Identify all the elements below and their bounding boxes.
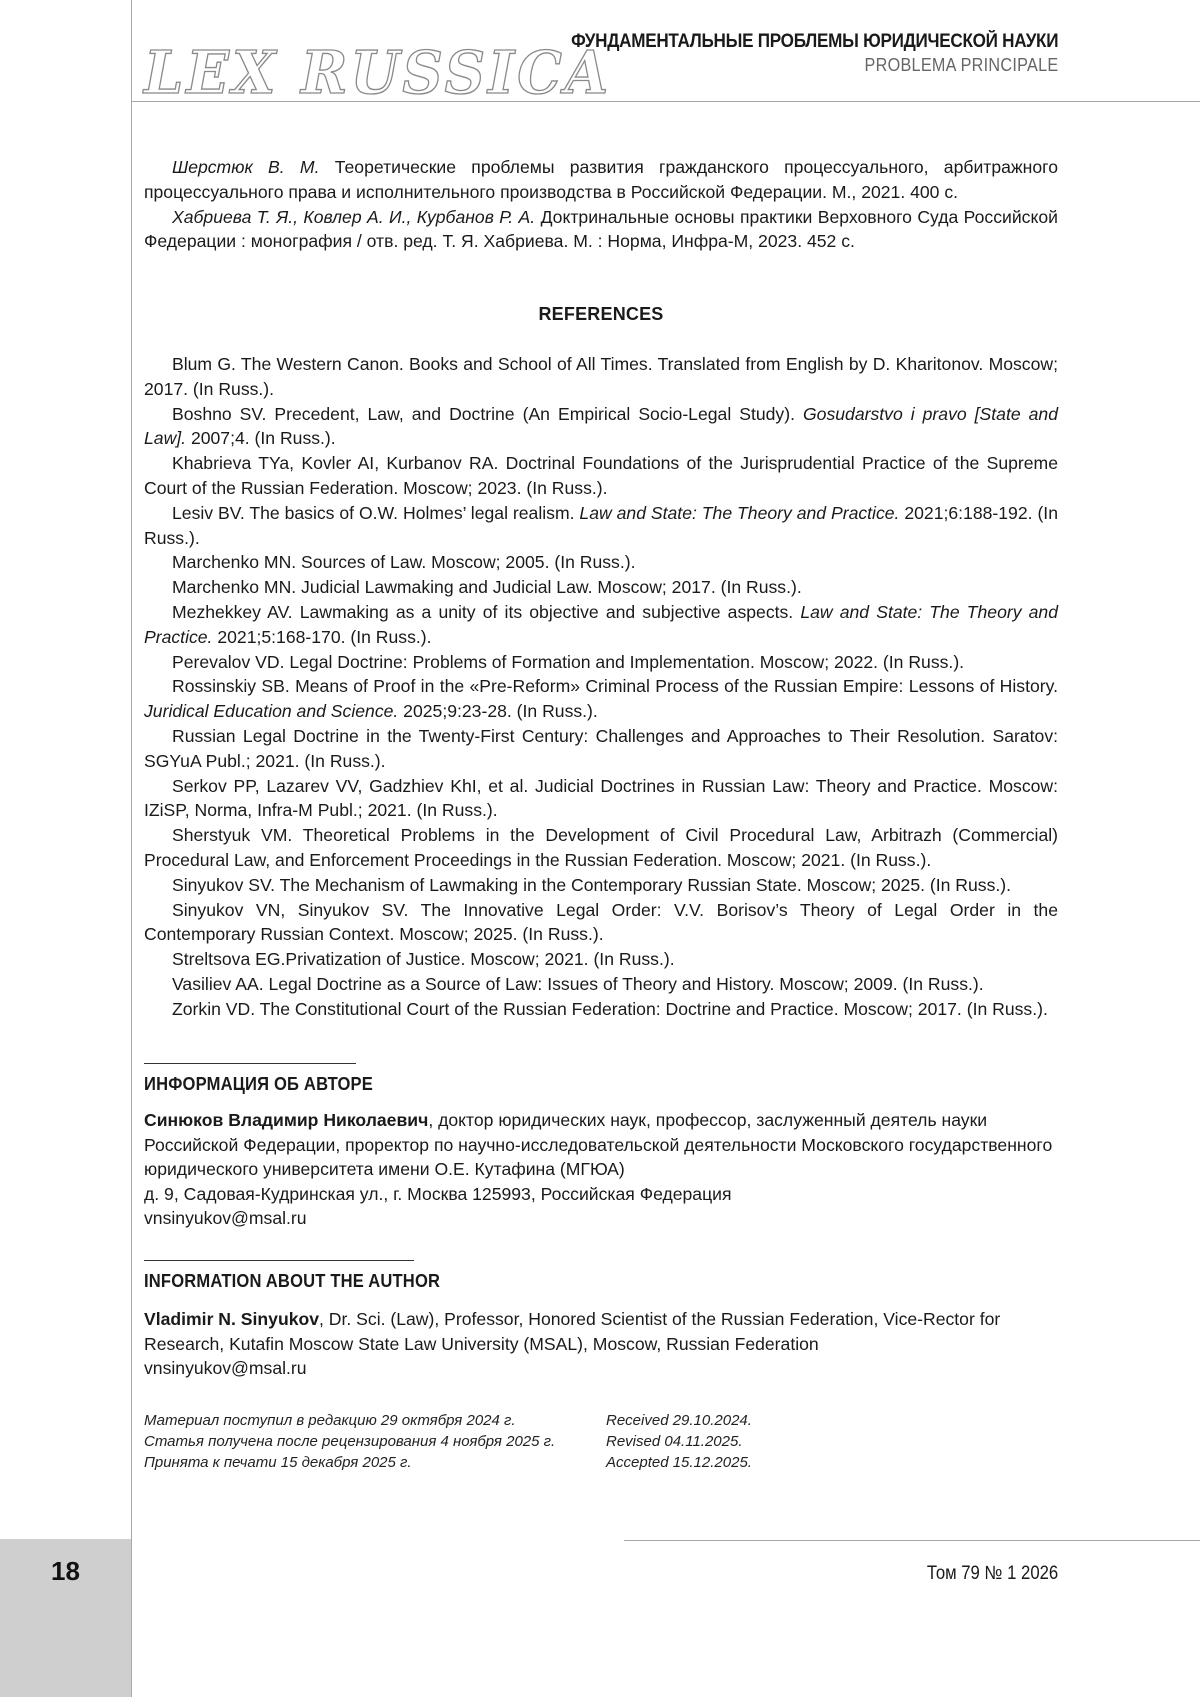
list-item <box>144 823 1058 873</box>
list-item <box>144 774 1058 824</box>
journal-section-subtitle: PROBLEMA PRINCIPALE <box>864 55 1058 75</box>
list-item <box>144 402 1058 452</box>
header-divider <box>132 101 1200 102</box>
references-heading: REFERENCES <box>538 304 664 324</box>
ref-details: 2021;5:168-170. (In Russ.). <box>212 626 432 647</box>
ref-text: Теоретические проблемы развития гражданского процессуального, арбитражного процессуального права и исполнительного производства в Российской Федерации. М., 2021. 400 с. <box>144 157 1058 202</box>
section-rule <box>144 1260 414 1261</box>
ref-details: 2021;6:188-192. (In Russ.). <box>144 502 1058 548</box>
author-description-en: , Dr. Sci. (Law), Professor, Honored Scientist of the Russian Federation, Vice-Rector for Research, Kutafin Moscow State Law University (MSAL), Moscow, Russian Federation <box>144 1309 1001 1354</box>
ref-text: Russian Legal Doctrine in the Twenty-First Century: Challenges and Approaches to Their Resolution. Saratov: SGYuA Publ.; 2021. (In Russ.). <box>144 725 1058 771</box>
list-item <box>144 155 1058 205</box>
list-item <box>144 650 1058 675</box>
ref-text: Blum G. The Western Canon. Books and School of All Times. Translated from English by D. Kharitonov. Moscow; 2017. (In Russ.). <box>144 354 1058 399</box>
ref-source: Juridical Education and Science. <box>144 701 399 722</box>
list-item <box>144 674 1058 724</box>
ref-text: Доктринальные основы практики Верховного Суда Российской Федерации : монография / отв. ред. Т. Я. Хабриева. М. : Норма, Инфра-М, 2023. 452 с. <box>144 206 1058 252</box>
date-revised-ru: Статья получена после рецензирования 4 ноября 2025 г. <box>144 1433 556 1450</box>
ref-text: Sinyukov VN, Sinyukov SV. The Innovative Legal Order: V.V. Borisov’s Theory of Legal Order in the Contemporary Russian Context. Moscow; 2025. (In Russ.). <box>144 899 1058 945</box>
journal-section-title: ФУНДАМЕНТАЛЬНЫЕ ПРОБЛЕМЫ ЮРИДИЧЕСКОЙ НАУКИ <box>570 31 1058 52</box>
author-email-ru[interactable]: vnsinyukov@msal.ru <box>144 1208 307 1229</box>
ref-source: Gosudarstvo i pravo [State and Law]. <box>144 403 1058 449</box>
list-item <box>144 972 1058 997</box>
ref-source: Law and State: The Theory and Practice. <box>144 601 1058 647</box>
date-accepted-en: Accepted 15.12.2025. <box>606 1454 752 1471</box>
author-name-en: Vladimir N. Sinyukov <box>144 1309 320 1329</box>
issue-info: Том 79 № 1 2026 <box>926 1563 1058 1584</box>
date-accepted-ru: Принята к печати 15 декабря 2025 г. <box>144 1454 412 1471</box>
author-info-heading-ru: ИНФОРМАЦИЯ ОБ АВТОРЕ <box>144 1074 373 1094</box>
ref-source: Law and State: The Theory and Practice. <box>579 502 900 523</box>
list-item <box>144 352 1058 402</box>
date-received-en: Received 29.10.2024. <box>606 1412 752 1429</box>
author-bio-ru <box>144 1108 1058 1182</box>
ref-details: 2007;4. (In Russ.). <box>186 428 336 449</box>
author-name-ru: Синюков Владимир Николаевич <box>144 1110 429 1130</box>
list-item <box>144 205 1058 255</box>
references-list <box>144 352 1058 1022</box>
list-item <box>144 451 1058 501</box>
ref-details: 2025;9:23-28. (In Russ.). <box>398 701 598 722</box>
author-info-ru <box>144 1108 1058 1231</box>
page-number: 18 <box>51 1556 80 1586</box>
ref-text: Mezhekkey AV. Lawmaking as a unity of its objective and subjective aspects. <box>172 601 801 622</box>
ref-authors: Хабриева Т. Я., Ковлер А. И., Курбанов Р. А. <box>172 206 536 227</box>
ref-text: Sinyukov SV. The Mechanism of Lawmaking in the Contemporary Russian State. Moscow; 2025. (In Russ.). <box>172 874 1012 895</box>
left-margin-strip <box>0 0 132 1697</box>
list-item <box>144 575 1058 600</box>
ref-text: Marchenko MN. Judicial Lawmaking and Judicial Law. Moscow; 2017. (In Russ.). <box>172 577 802 598</box>
author-email-en[interactable]: vnsinyukov@msal.ru <box>144 1358 307 1379</box>
ref-text: Streltsova EG.Privatization of Justice. Moscow; 2021. (In Russ.). <box>172 949 675 970</box>
list-item <box>144 600 1058 650</box>
russian-references <box>144 155 1058 254</box>
ref-text: Marchenko MN. Sources of Law. Moscow; 2005. (In Russ.). <box>172 552 636 573</box>
ref-text: Vasiliev AA. Legal Doctrine as a Source of Law: Issues of Theory and History. Moscow; 2009. (In Russ.). <box>172 973 984 994</box>
dates-ru <box>144 1410 604 1473</box>
list-item <box>144 873 1058 898</box>
ref-authors: Шерстюк В. М. <box>172 157 320 177</box>
ref-text: Lesiv BV. The basics of O.W. Holmes’ legal realism. <box>172 502 580 523</box>
date-revised-en: Revised 04.11.2025. <box>606 1433 743 1450</box>
ref-text: Boshno SV. Precedent, Law, and Doctrine (An Empirical Socio-Legal Study). <box>172 403 803 424</box>
ref-text: Rossinskiy SB. Means of Proof in the «Pre-Reform» Criminal Process of the Russian Empire: Lessons of History. <box>172 676 1058 697</box>
ref-text: Khabrieva TYa, Kovler AI, Kurbanov RA. Doctrinal Foundations of the Jurisprudential Practice of the Supreme Court of the Russian Federation. Moscow; 2023. (In Russ.). <box>144 453 1058 498</box>
list-item <box>144 947 1058 972</box>
author-description-ru: , доктор юридических наук, профессор, заслуженный деятель науки Российской Федерации, проректор по научно-исследовательской деятельности Московского государственного юридического университета имени О.Е. Кутафина (МГЮА) <box>144 1110 1053 1180</box>
list-item <box>144 550 1058 575</box>
list-item <box>144 898 1058 948</box>
date-received-ru: Материал поступил в редакцию 29 октября 2024 г. <box>144 1412 516 1429</box>
journal-logo: LEX RUSSICA <box>144 38 612 108</box>
dates-en <box>606 1410 806 1473</box>
author-info-heading-en: INFORMATION ABOUT THE AUTHOR <box>144 1271 441 1291</box>
footer-divider <box>624 1540 1200 1541</box>
list-item <box>144 997 1058 1022</box>
ref-text: Perevalov VD. Legal Doctrine: Problems of Formation and Implementation. Moscow; 2022. (In Russ.). <box>172 651 965 672</box>
author-address-ru: д. 9, Садовая-Кудринская ул., г. Москва 125993, Российская Федерация <box>144 1183 732 1204</box>
list-item <box>144 501 1058 551</box>
section-rule <box>144 1063 356 1064</box>
ref-text: Sherstyuk VM. Theoretical Problems in the Development of Civil Procedural Law, Arbitrazh (Commercial) Procedural Law, and Enforcement Proceedings in the Russian Federation. Moscow; 2021. (In Russ.). <box>144 825 1058 870</box>
list-item <box>144 724 1058 774</box>
ref-text: Zorkin VD. The Constitutional Court of the Russian Federation: Doctrine and Practice. Moscow; 2017. (In Russ.). <box>172 998 1048 1019</box>
ref-text: Serkov PP, Lazarev VV, Gadzhiev KhI, et al. Judicial Doctrines in Russian Law: Theory and Practice. Moscow: IZiSP, Norma, Infra-M Publ.; 2021. (In Russ.). <box>144 775 1058 821</box>
author-bio-en <box>144 1307 1058 1356</box>
author-info-en <box>144 1307 1058 1381</box>
